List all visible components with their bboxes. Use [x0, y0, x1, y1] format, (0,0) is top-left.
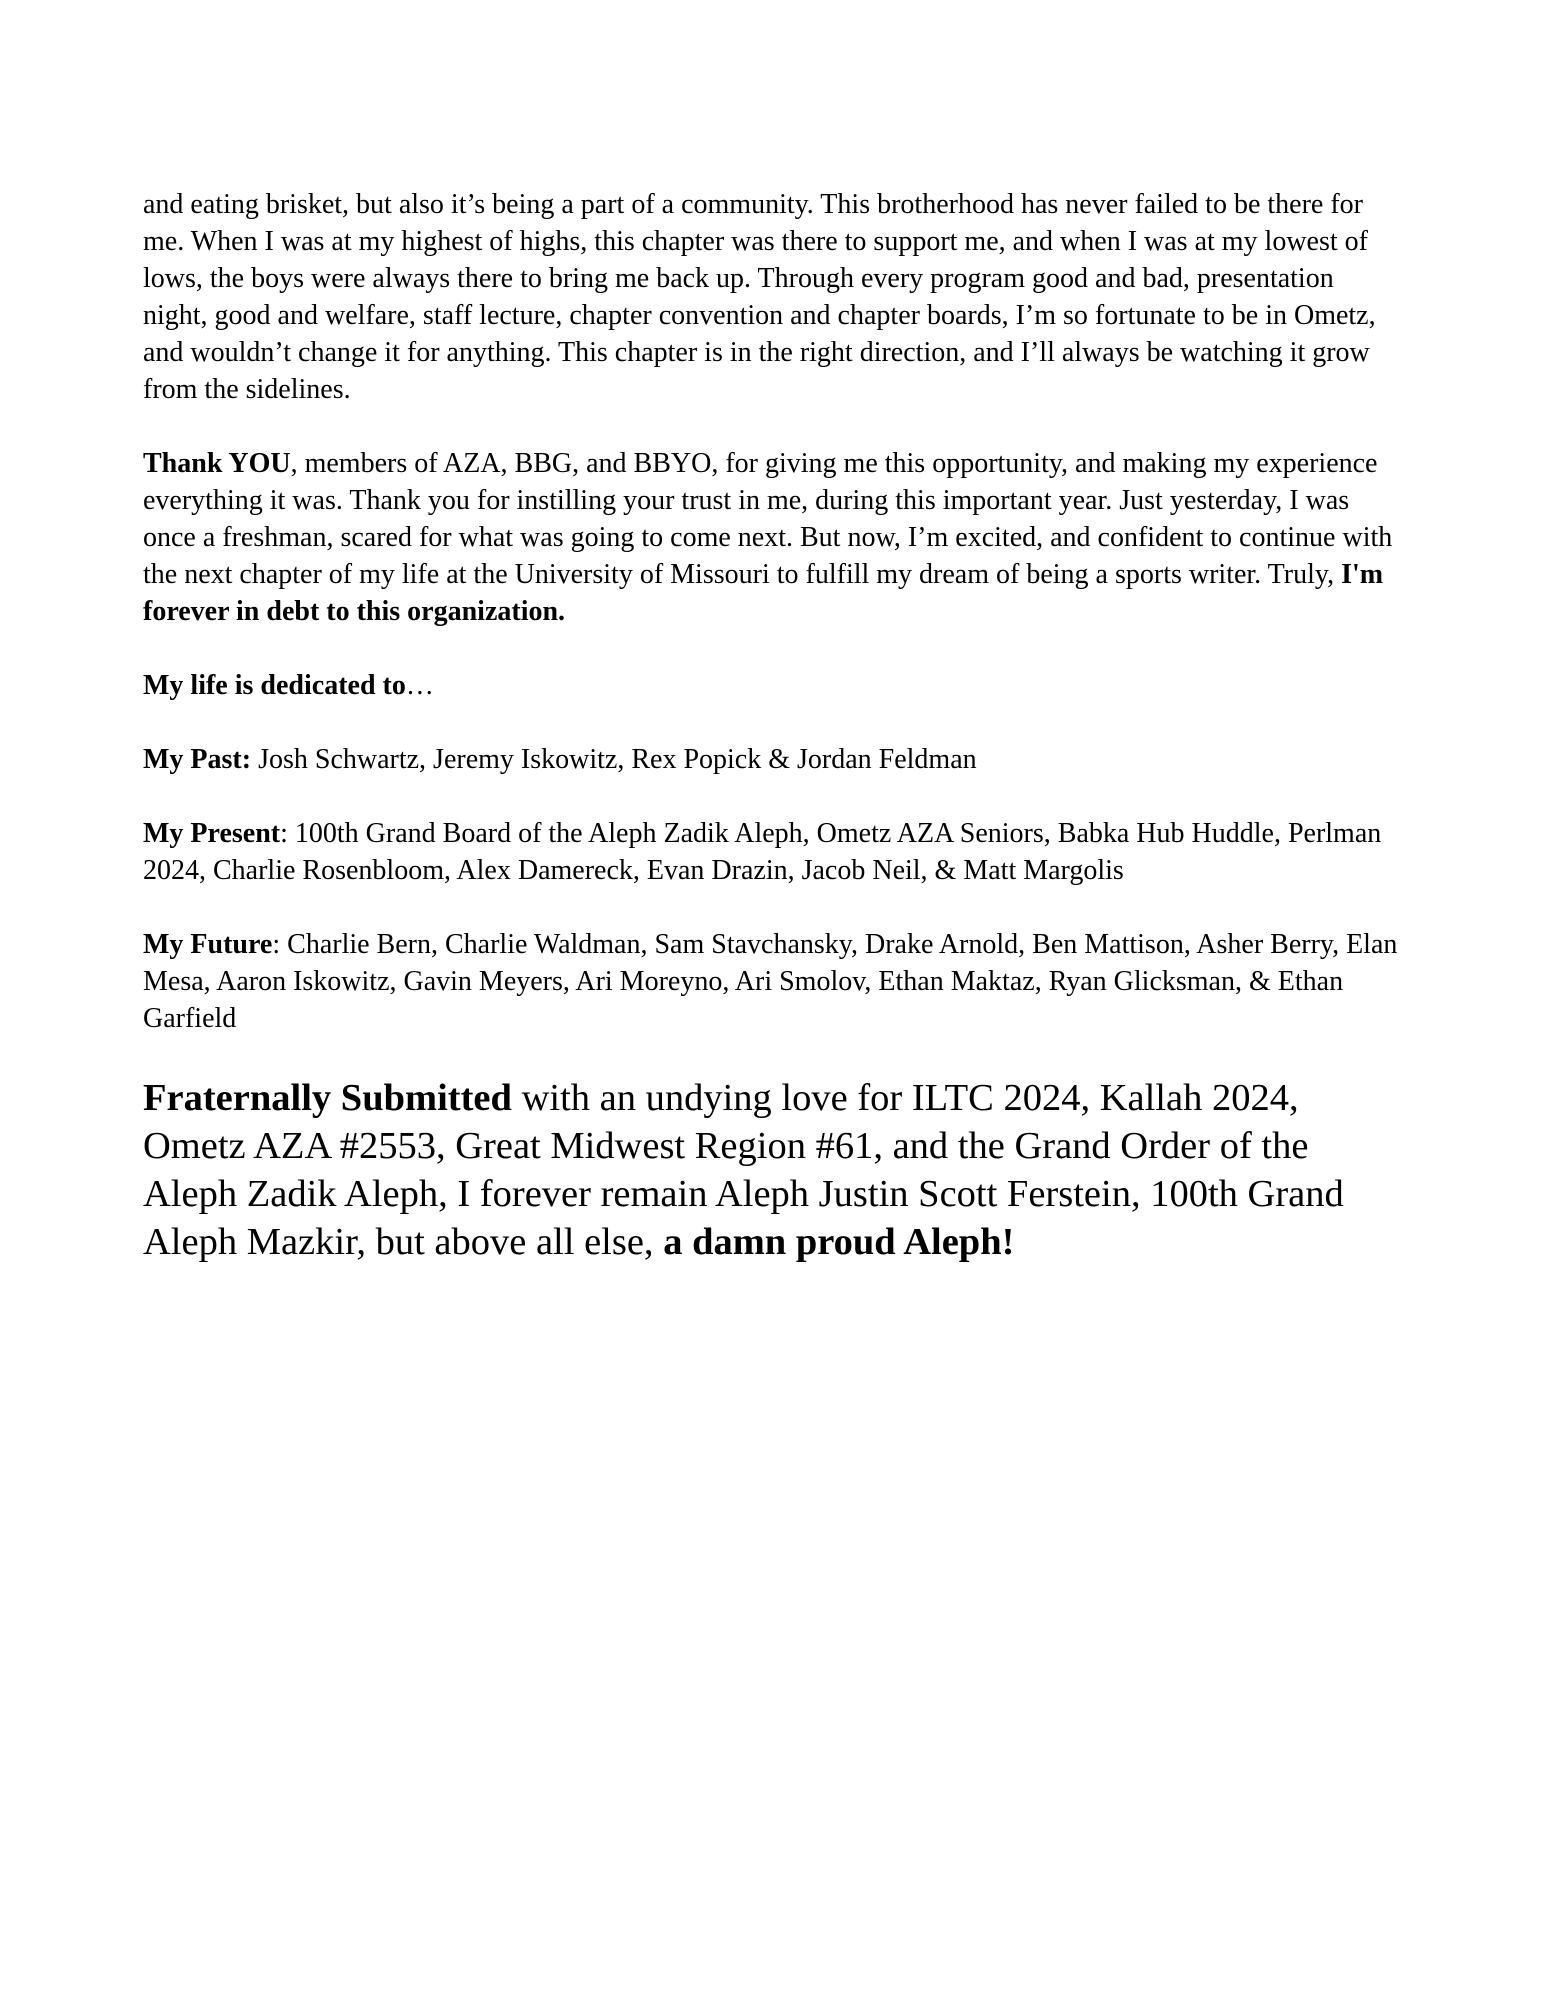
- brotherhood-paragraph: [143, 186, 1405, 408]
- dedication-heading-run-1: …: [405, 670, 434, 701]
- my-present-paragraph-run-0: My Present: [143, 818, 281, 849]
- document-body: [143, 186, 1405, 1303]
- thank-you-paragraph-run-0: Thank YOU: [143, 448, 291, 479]
- fraternally-submitted-paragraph-run-1: with an undying love for ILTC 2024, Kallah 2024, Ometz AZA #2553, Great Midwest Region #61, and the Grand Order of the Aleph Zadik Aleph, I forever remain Aleph Justin Scott Ferstein, 100th Grand Aleph Mazkir, but above all else,: [143, 1077, 1344, 1263]
- thank-you-paragraph-run-1: , members of AZA, BBG, and BBYO, for giving me this opportunity, and making my experience everything it was. Thank you for instilling your trust in me, during this important year. Just yesterday, I was once a freshman, scared for what was going to come next. But now, I’m excited, and confident to continue with the next chapter of my life at the University of Missouri to fulfill my dream of being a sports writer. Truly,: [143, 448, 1393, 590]
- brotherhood-paragraph-run-0: and eating brisket, but also it’s being a part of a community. This brotherhood has never failed to be there for me. When I was at my highest of highs, this chapter was there to support me, and when I was at my lowest of lows, the boys were always there to bring me back up. Through every program good and bad, presentation night, good and welfare, staff lecture, chapter convention and chapter boards, I’m so fortunate to be in Ometz, and wouldn’t change it for anything. This chapter is in the right direction, and I’ll always be watching it grow from the sidelines.: [143, 189, 1376, 405]
- dedication-heading: [143, 667, 1405, 704]
- my-past-paragraph-run-0: My Past:: [143, 744, 252, 775]
- my-present-paragraph-run-1: : 100th Grand Board of the Aleph Zadik Aleph, Ometz AZA Seniors, Babka Hub Huddle, Perlman 2024, Charlie Rosenbloom, Alex Damereck, Evan Drazin, Jacob Neil, & Matt Margolis: [143, 818, 1382, 886]
- fraternally-submitted-paragraph-run-2: a damn proud Aleph!: [663, 1221, 1015, 1263]
- dedication-heading-run-0: My life is dedicated to: [143, 670, 406, 701]
- my-future-paragraph-run-1: : Charlie Bern, Charlie Waldman, Sam Stavchansky, Drake Arnold, Ben Mattison, Asher Berry, Elan Mesa, Aaron Iskowitz, Gavin Meyers, Ari Moreyno, Ari Smolov, Ethan Maktaz, Ryan Glicksman, & Ethan Garfield: [143, 929, 1398, 1034]
- my-future-paragraph-run-0: My Future: [143, 929, 273, 960]
- fraternally-submitted-paragraph-run-0: Fraternally Submitted: [143, 1077, 512, 1119]
- fraternally-submitted-paragraph: [143, 1074, 1405, 1266]
- my-present-paragraph: [143, 815, 1405, 889]
- thank-you-paragraph: [143, 445, 1405, 630]
- my-past-paragraph: [143, 741, 1405, 778]
- my-future-paragraph: [143, 926, 1405, 1037]
- my-past-paragraph-run-1: Josh Schwartz, Jeremy Iskowitz, Rex Popick & Jordan Feldman: [251, 744, 977, 775]
- thank-you-paragraph-run-2: I'm forever in debt to this organization.: [143, 559, 1384, 627]
